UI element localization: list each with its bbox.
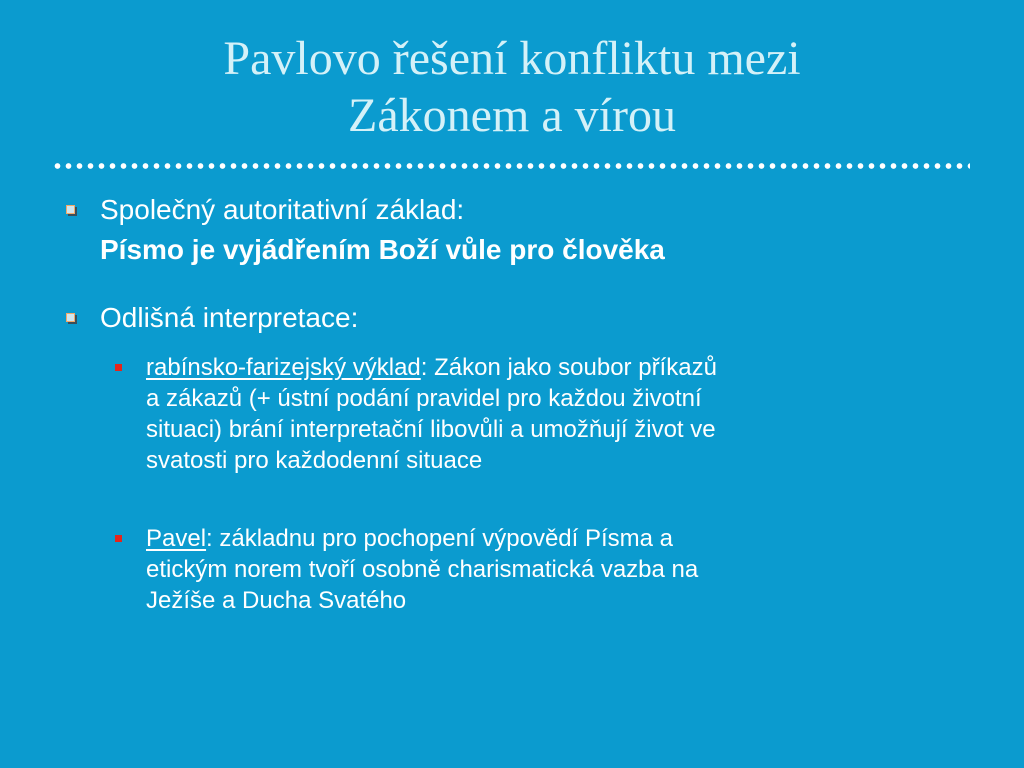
term-paul: Pavel [146, 525, 207, 552]
title-line-1: Pavlovo řešení konfliktu mezi [223, 32, 801, 85]
square-bullet-icon [66, 205, 75, 214]
red-square-bullet-icon [115, 364, 122, 371]
square-bullet-icon [66, 313, 75, 322]
sub-bullet-line: svatosti pro každodenní situace [146, 447, 483, 474]
sub-bullet-line: Ježíše a Ducha Svatého [146, 587, 407, 614]
sub-bullet-line: a zákazů (+ ústní podání pravidel pro každou životní [146, 385, 702, 412]
bullet-text: Odlišná interpretace: [100, 302, 359, 333]
bullet-bold-text: Písmo je vyjádřením Boží vůle pro člověka [100, 234, 665, 265]
sub-bullet-line: etickým norem tvoří osobně charismatická vazba na [146, 556, 699, 583]
sub-bullet-line: rabínsko-farizejský výklad: Zákon jako soubor příkazů [146, 354, 717, 381]
sub-bullet-rabbinic [146, 352, 976, 476]
sub-bullet-line: Pavel: základnu pro pochopení výpovědí Písma a [146, 525, 674, 552]
sub-bullet-paul [146, 523, 976, 616]
bullet-common-basis [100, 190, 980, 270]
bullet-text: Společný autoritativní základ: [100, 194, 465, 225]
term-rabbinic: rabínsko-farizejský výklad [146, 354, 421, 381]
title-line-2: Zákonem a vírou [348, 89, 676, 142]
sub-bullet-line: situaci) brání interpretační libovůli a umožňují život ve [146, 416, 716, 443]
red-square-bullet-icon [115, 535, 122, 542]
bullet-different-interpretation [100, 298, 980, 338]
